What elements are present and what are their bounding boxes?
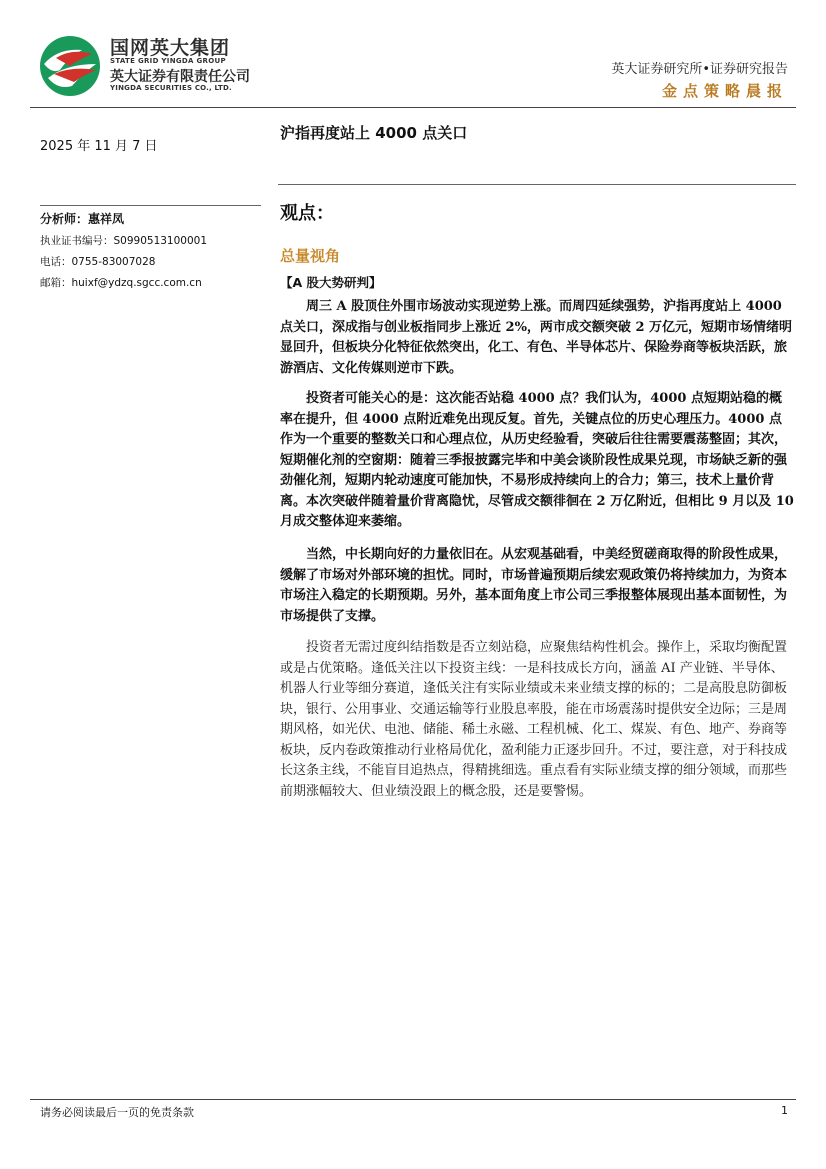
logo-group-name: 国网英大集团 [110,37,231,59]
logo-company-name: 英大证券有限责任公司 [110,69,250,85]
footer-divider [30,1099,796,1100]
section-heading: 总量视角 [280,247,341,265]
logo-group-name-en: STATE GRID YINGDA GROUP [110,57,226,65]
page-number: 1 [781,1104,788,1117]
body-paragraph: 投资者无需过度纠结指数是否立刻站稳，应聚焦结构性机会。操作上，采取均衡配置或是占优策略。逢低关注以下投资主线：一是科技成长方向，涵盖 AI 产业链、半导体、机器人行业等细分赛道，逢低关注有实际业绩或未来业绩支撑的标的；二是高股息防御板块，银行、公用事业、交通运输等行业股息率股，能在市场震荡时提供安全边际；三是周期风格，如光伏、电池、储能、稀土永磁、工程机械、化工、煤炭、有色、地产、券商等板块，反内卷政策推动行业格局优化，盈利能力正逐步回升。不过，要注意，对于科技成长这条主线，不能盲目追热点，得精挑细选。重点看有实际业绩支撑的细分领域，而那些前期涨幅较大、但业绩没跟上的概念股，还是要警惕。 [280,640,788,799]
report-series-title: 金点策略晨报 [661,82,788,100]
body-paragraph: 周三 A 股顶住外围市场波动实现逆势上涨。而周四延续强势，沪指再度站上 4000 点关口，深成指与创业板指同步上涨近 2%，两市成交额突破 2 万亿元，短期市场情绪明显回升，但板块分化特征依然突出，化工、有色、半导体芯片、保险券商等板块活跃，旅游酒店、文化传媒则逆市下跌。 [280,299,793,376]
report-headline: 沪指再度站上 4000 点关口 [280,124,468,142]
analyst-phone: 电话：0755-83007028 [40,256,156,268]
body-paragraph: 当然，中长期向好的力量依旧在。从宏观基础看，中美经贸磋商取得的阶段性成果，缓解了市场对外部环境的担忧。同时，市场普遍预期后续宏观政策仍将持续加力，为资本市场注入稳定的长期预期。另外，基本面角度上市公司三季报整体展现出基本面韧性，为市场提供了支撑。 [280,547,788,624]
report-date: 2025 年 11 月 7 日 [40,139,158,154]
analyst-divider [40,205,261,206]
headline-divider [278,184,796,185]
analyst-cert-number: 执业证书编号：S0990513100001 [40,235,208,247]
institute-label: 英大证券研究所•证券研究报告 [611,62,788,77]
company-logo-icon [38,34,102,98]
logo-company-name-en: YINGDA SECURITIES CO., LTD. [110,84,232,92]
views-heading: 观点： [280,203,334,224]
header-divider [30,107,796,108]
analyst-name: 分析师：惠祥凤 [40,212,125,226]
subsection-heading: 【A 股大势研判】 [280,275,382,290]
analyst-email: 邮箱：huixf@ydzq.sgcc.com.cn [40,277,202,289]
body-paragraph: 投资者可能关心的是：这次能否站稳 4000 点？我们认为，4000 点短期站稳的概率在提升，但 4000 点附近难免出现反复。首先，关键点位的历史心理压力。4000 点作为一个重要的整数关口和心理点位，从历史经验看，突破后往往需要震荡整固；其次，短期催化剂的空窗期：随着三季报披露完毕和中美会谈阶段性成果兑现，市场缺乏新的强劲催化剂，短期内轮动速度可能加快，不易形成持续向上的合力；第三，技术上量价背离。本次突破伴随着量价背离隐忧，尽管成交额徘徊在 2 万亿附近，但相比 9 月以及 10 月成交整体迎来萎缩。 [280,391,794,529]
disclaimer-note: 请务必阅读最后一页的免责条款 [40,1106,194,1119]
